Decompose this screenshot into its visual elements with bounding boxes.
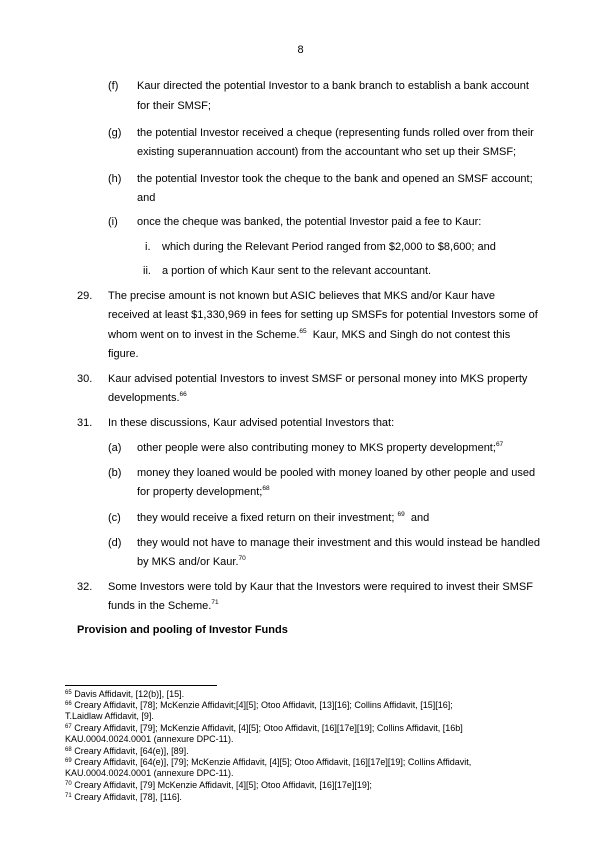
footnote-66 — [65, 700, 540, 722]
footnote-text: Creary Affidavit, [64(e)], [89]. — [74, 746, 189, 756]
roman-label: i. — [145, 241, 151, 253]
paragraph-number: 30. — [77, 373, 93, 385]
footnote-text: Creary Affidavit, [78], [116]. — [74, 792, 182, 802]
section-heading: Provision and pooling of Investor Funds — [77, 624, 288, 636]
roman-text: a portion of which Kaur sent to the relevant accountant. — [162, 265, 432, 277]
subitem-label: (b) — [108, 467, 122, 479]
page-number: 8 — [297, 44, 304, 56]
footnote-68 — [65, 746, 540, 757]
text-run: other people were also contributing money to MKS property development; — [137, 442, 496, 454]
paragraph-line: received at least $1,330,969 in fees for setting up SMSFs for potential Investors some of — [108, 309, 538, 321]
subitem-line — [137, 483, 270, 503]
text-run: whom went on to invest in the Scheme. — [108, 329, 300, 341]
footnote-number: 66 — [65, 701, 72, 707]
footnote-ref[interactable]: 70 — [238, 555, 246, 562]
text-run: by MKS and/or Kaur. — [137, 556, 239, 568]
footnote-number: 67 — [65, 724, 72, 730]
paragraph-number: 31. — [77, 417, 93, 429]
footnote-separator — [65, 685, 217, 686]
subitem-line: existing superannuation account) from the accountant who set up their SMSF; — [137, 146, 517, 158]
paragraph-line — [108, 597, 219, 617]
footnote-text: T.Laidlaw Affidavit, [9]. — [65, 711, 154, 721]
text-run: funds in the Scheme. — [108, 600, 212, 612]
subitem-label: (i) — [108, 216, 118, 228]
footnote-text: Creary Affidavit, [79] McKenzie Affidavit, [4][5]; Otoo Affidavit, [16][17e][19]; — [74, 780, 372, 790]
footnote-70 — [65, 780, 540, 791]
subitem-line: the potential Investor took the cheque to the bank and opened an SMSF account; — [137, 173, 533, 185]
paragraph-line — [108, 389, 187, 409]
footnote-ref[interactable]: 71 — [211, 599, 219, 606]
footnote-number: 70 — [65, 781, 72, 787]
footnote-number: 71 — [65, 793, 72, 799]
paragraph-line: In these discussions, Kaur advised potential Investors that: — [108, 417, 395, 429]
subitem-line: and — [137, 192, 156, 204]
text-run: they would receive a fixed return on their investment; — [137, 512, 395, 524]
footnote-text: KAU.0004.0024.0001 (annexure DPC-11). — [65, 768, 234, 778]
subitem-line: the potential Investor received a cheque (representing funds rolled over from their — [137, 127, 534, 139]
paragraph-line: Kaur advised potential Investors to invest SMSF or personal money into MKS property — [108, 373, 528, 385]
subitem-line: they would not have to manage their investment and this would instead be handled — [137, 537, 540, 549]
subitem-label: (g) — [108, 127, 122, 139]
footnote-text: KAU.0004.0024.0001 (annexure DPC-11). — [65, 734, 234, 744]
subitem-label: (h) — [108, 173, 122, 185]
footnote-ref[interactable]: 69 — [397, 511, 405, 518]
footnote-text: Creary Affidavit, [79]; McKenzie Affidavit, [4][5]; Otoo Affidavit, [16][17e][19]; Collins Affidavit, [16b] — [74, 723, 463, 733]
footnote-text: Davis Affidavit, [12(b)], [15]. — [74, 689, 185, 699]
footnote-69 — [65, 757, 540, 779]
subitem-line: once the cheque was banked, the potential Investor paid a fee to Kaur: — [137, 216, 482, 228]
footnote-65 — [65, 689, 540, 700]
subitem-label: (f) — [108, 80, 119, 92]
footnote-text: Creary Affidavit, [64(e)], [79]; McKenzie Affidavit, [4][5]; Otoo Affidavit, [16][17e][19]; Collins Affidavit, — [74, 757, 472, 767]
subitem-line — [137, 509, 429, 529]
subitem-line — [137, 439, 503, 459]
text-run: and — [410, 512, 430, 524]
footnote-ref[interactable]: 66 — [179, 391, 187, 398]
subitem-label: (c) — [108, 512, 121, 524]
subitem-line: for their SMSF; — [137, 100, 211, 112]
subitem-label: (a) — [108, 442, 122, 454]
text-run: developments. — [108, 392, 180, 404]
footnote-ref[interactable]: 68 — [262, 485, 270, 492]
footnote-67 — [65, 723, 540, 745]
paragraph-line — [108, 326, 510, 346]
paragraph-line: Some Investors were told by Kaur that the Investors were required to invest their SMSF — [108, 581, 533, 593]
paragraph-line: The precise amount is not known but ASIC believes that MKS and/or Kaur have — [108, 290, 496, 302]
paragraph-line: figure. — [108, 348, 139, 360]
roman-label: ii. — [143, 265, 151, 277]
footnote-number: 65 — [65, 690, 72, 696]
paragraph-number: 32. — [77, 581, 93, 593]
footnote-number: 69 — [65, 758, 72, 764]
paragraph-number: 29. — [77, 290, 93, 302]
footnote-text: Creary Affidavit, [78]; McKenzie Affidavit;[4][5]; Otoo Affidavit, [13][16]; Collins Affidavit, [15][16]; — [74, 700, 453, 710]
subitem-line: Kaur directed the potential Investor to a bank branch to establish a bank account — [137, 80, 529, 92]
roman-text: which during the Relevant Period ranged from $2,000 to $8,600; and — [162, 241, 496, 253]
text-run: for property development; — [137, 486, 263, 498]
footnote-number: 68 — [65, 747, 72, 753]
text-run: Kaur, MKS and Singh do not contest this — [306, 329, 511, 341]
footnote-ref[interactable]: 67 — [495, 441, 504, 448]
subitem-line: money they loaned would be pooled with money loaned by other people and used — [137, 467, 536, 479]
subitem-line — [137, 553, 246, 573]
subitem-label: (d) — [108, 537, 122, 549]
footnote-71 — [65, 792, 540, 803]
footnote-ref[interactable]: 65 — [299, 328, 307, 335]
